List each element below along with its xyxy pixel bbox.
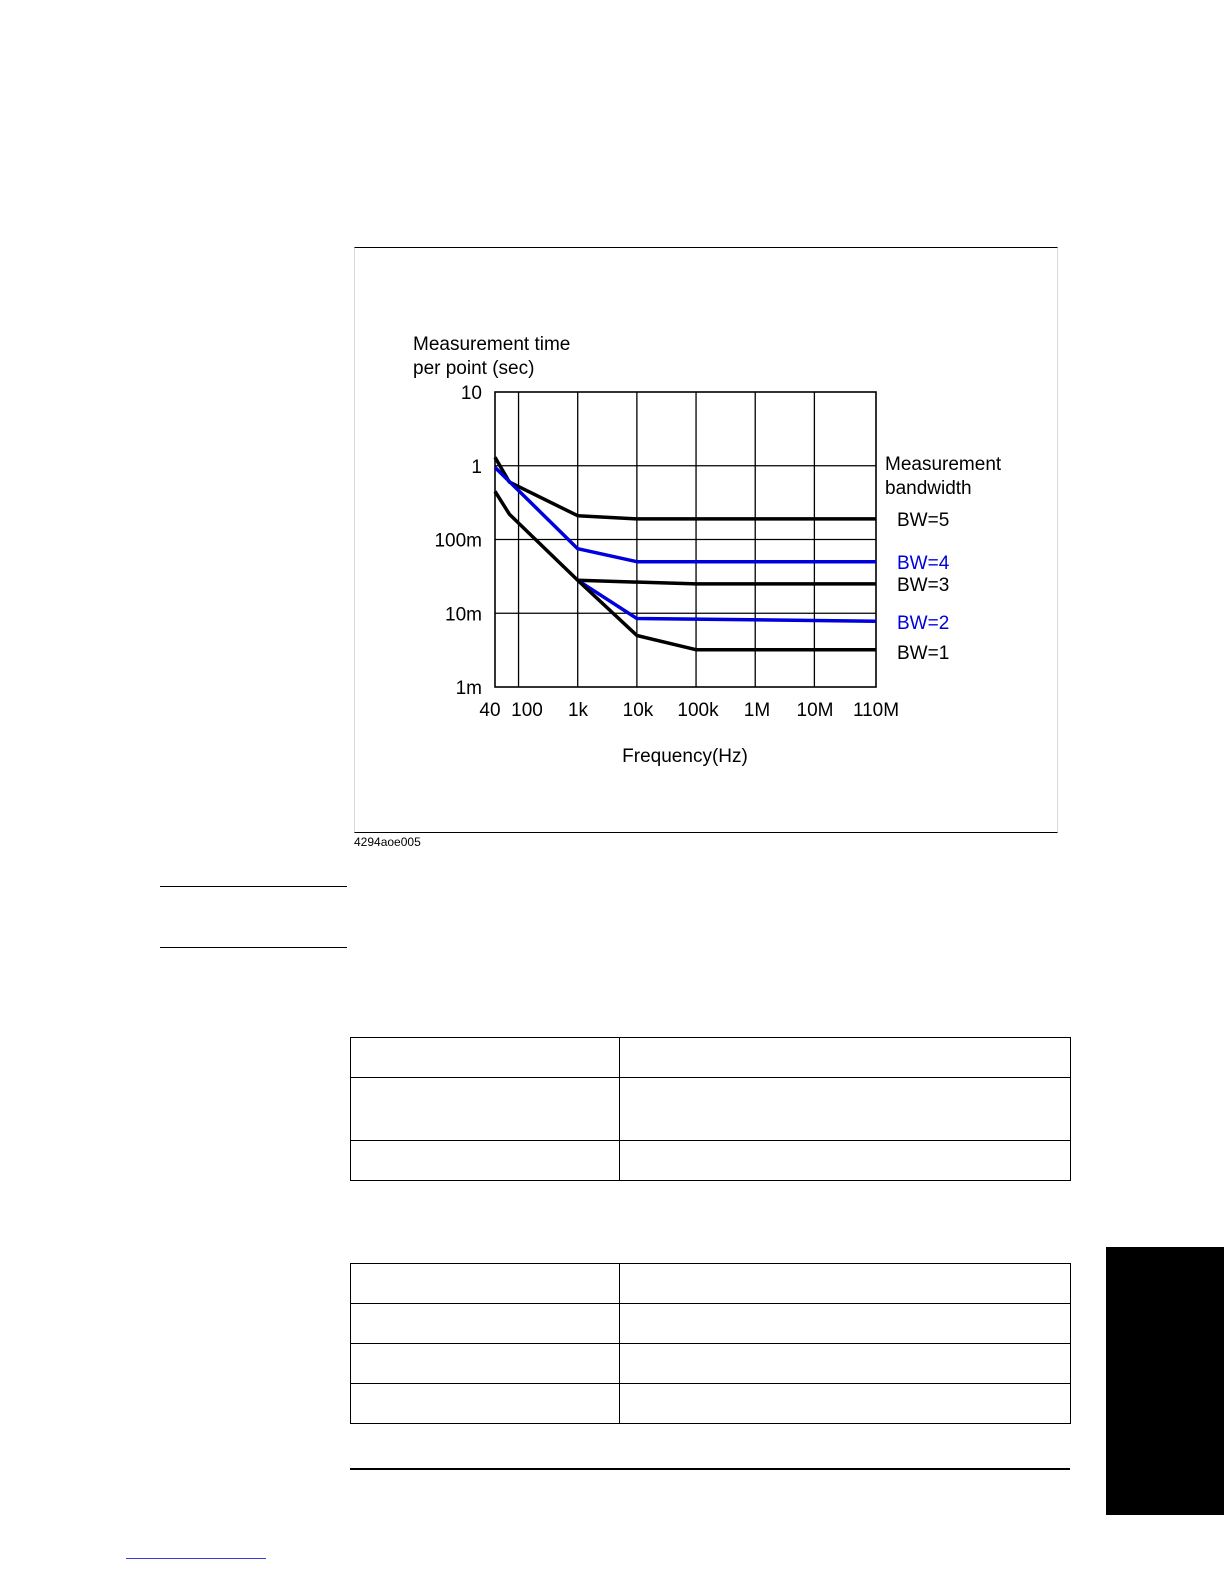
legend-title: bandwidth [885, 478, 972, 499]
series-line-bw-2 [578, 580, 876, 621]
table-upper [350, 1037, 1071, 1181]
x-tick-label: 10k [622, 700, 654, 721]
table-row [351, 1078, 1071, 1141]
x-tick-label: 100 [511, 700, 543, 721]
series-line-bw-3 [578, 580, 876, 584]
table-cell [620, 1038, 1071, 1078]
table-cell [351, 1038, 620, 1078]
y-axis-title: Measurement time [413, 334, 571, 355]
series-label: BW=5 [897, 510, 950, 531]
table-cell [620, 1304, 1071, 1344]
x-axis-title: Frequency(Hz) [622, 746, 748, 767]
table-cell [351, 1078, 620, 1141]
y-tick-label: 1m [455, 678, 482, 699]
x-tick-label: 1M [743, 700, 771, 721]
table-row [351, 1344, 1071, 1384]
series-label: BW=2 [897, 613, 950, 634]
series-line-bw-5 [495, 457, 876, 519]
x-tick-label: 110M [852, 700, 900, 721]
figure-id-label: 4294aoe005 [354, 835, 421, 849]
footer-rule [350, 1468, 1070, 1470]
table-row [351, 1384, 1071, 1424]
x-tick-label: 100k [677, 700, 719, 721]
x-tick-label: 1k [567, 700, 589, 721]
table-cell [620, 1264, 1071, 1304]
table-cell [620, 1384, 1071, 1424]
note-rule-top [160, 886, 347, 887]
table-cell [351, 1344, 620, 1384]
y-tick-label: 10 [460, 383, 482, 404]
series-label: BW=4 [897, 553, 950, 574]
table-cell [351, 1141, 620, 1181]
series-label: BW=3 [897, 575, 950, 596]
table-row [351, 1038, 1071, 1078]
x-tick-label: 40 [479, 700, 501, 721]
series-line-bw-1 [495, 491, 876, 649]
y-axis-title: per point (sec) [413, 358, 535, 379]
table-cell [351, 1304, 620, 1344]
table-row [351, 1304, 1071, 1344]
table-cell [351, 1264, 620, 1304]
y-tick-label: 10m [445, 604, 482, 626]
bottom-link-underline[interactable] [126, 1558, 266, 1559]
y-tick-label: 100m [434, 530, 482, 552]
series-label: BW=1 [897, 643, 950, 664]
y-tick-label: 1 [471, 456, 482, 478]
figure-frame [354, 247, 1058, 833]
table-cell [620, 1344, 1071, 1384]
table-cell [620, 1141, 1071, 1181]
series-line-bw-4 [495, 467, 876, 561]
table-row [351, 1264, 1071, 1304]
table-cell [620, 1078, 1071, 1141]
table-cell [351, 1384, 620, 1424]
x-tick-label: 10M [796, 700, 834, 721]
table-lower [350, 1263, 1071, 1424]
measurement-time-chart [355, 248, 1059, 834]
note-rule-bottom [160, 947, 347, 948]
table-row [351, 1141, 1071, 1181]
chapter-thumb-tab [1106, 1247, 1224, 1515]
legend-title: Measurement [885, 454, 1002, 475]
